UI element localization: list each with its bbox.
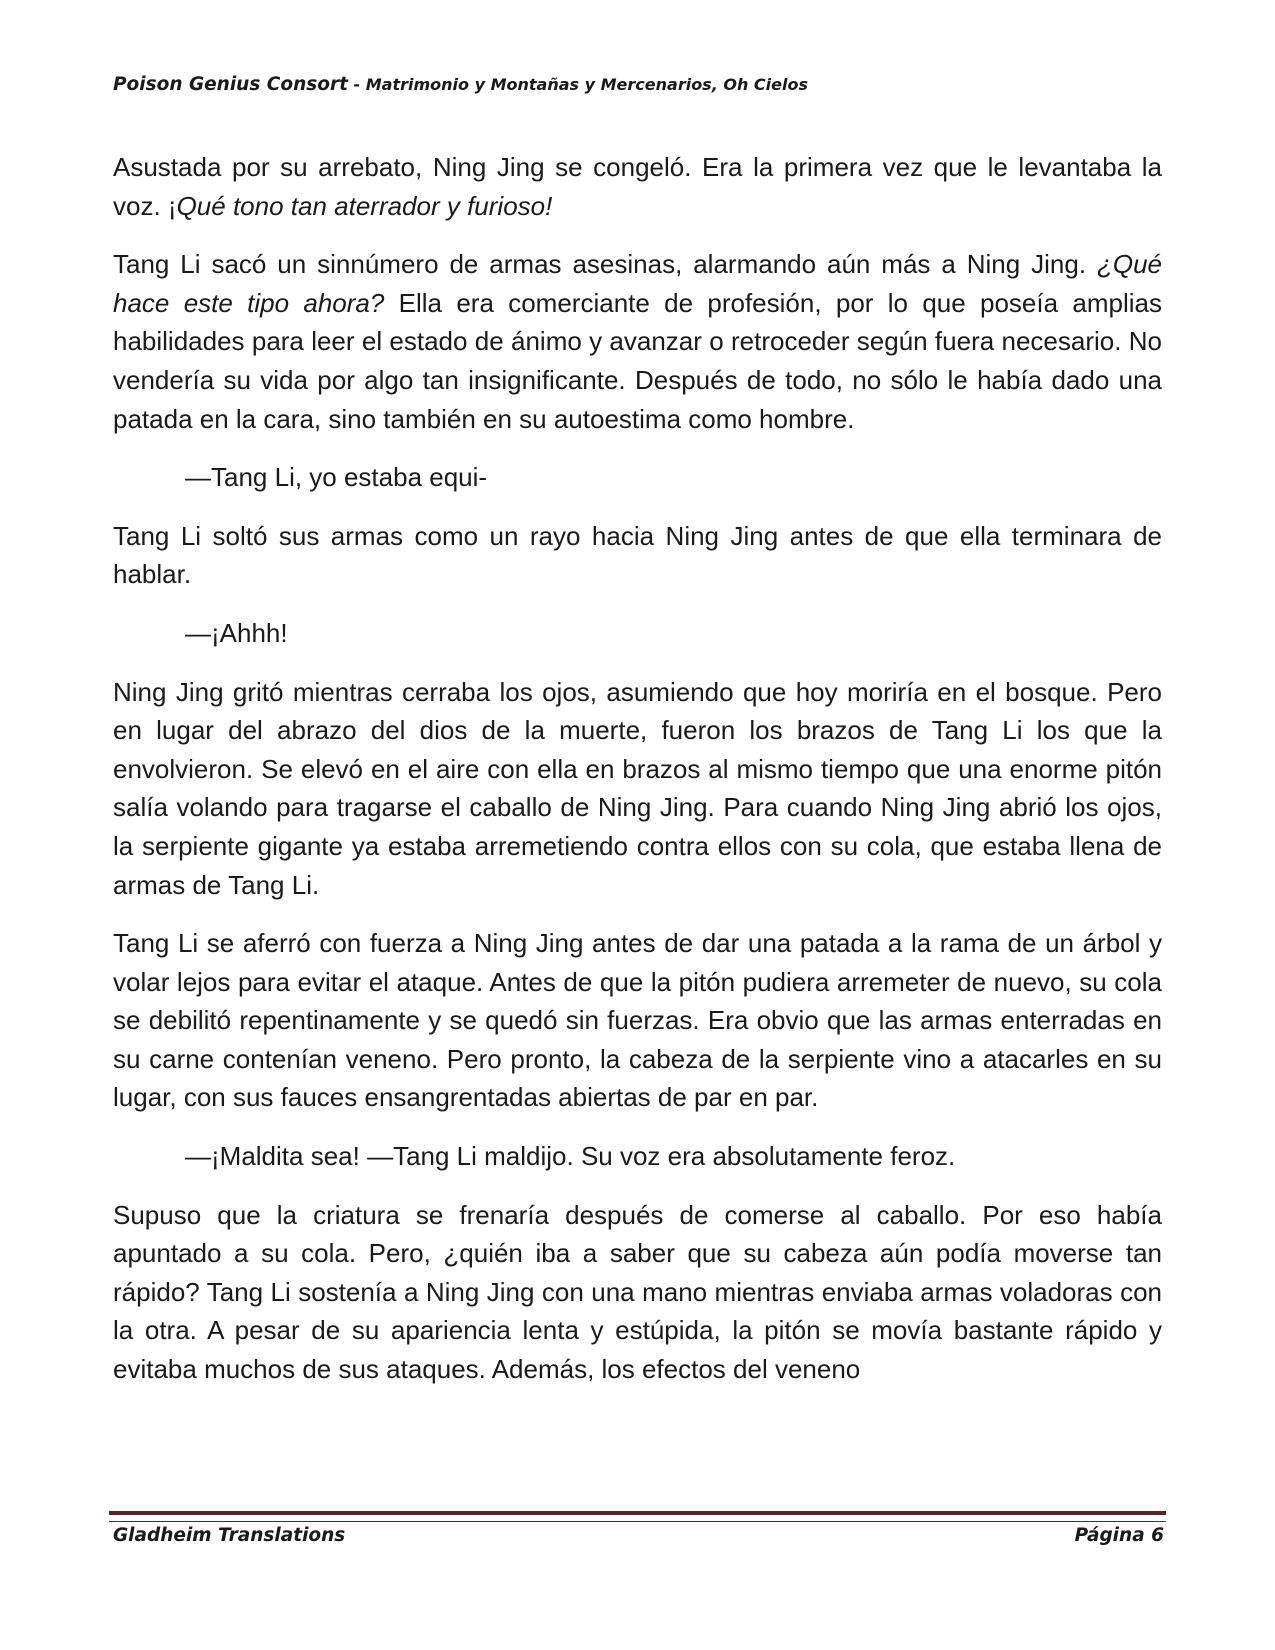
text-segment: Tang Li se aferró con fuerza a Ning Jing antes de dar una patada a la rama de un árbol y volar lejos para evitar el ataque. Antes de que la pitón pudiera arremeter de nuevo, su cola se debilitó repentinamente y se quedó sin fuerzas. Era obvio que las armas enterradas en su carne contenían veneno. Pero pronto, la cabeza de la serpiente vino a atacarles en su lugar, con sus fauces ensangrentadas abiertas de par en par. xyxy=(113,928,1162,1113)
italic-text-segment: ¿Qué hace este tipo ahora? xyxy=(113,249,1162,318)
footer-divider xyxy=(109,1511,1166,1522)
footer-publisher: Gladheim Translations xyxy=(113,1525,346,1546)
dialogue-paragraph xyxy=(113,1137,1162,1176)
page-body xyxy=(113,148,1162,1409)
text-segment: Ella era comerciante de profesión, por lo que poseía amplias habilidades para leer el estado de ánimo y avanzar o retroceder según fuera necesario. No vendería su vida por algo tan insignificante. Después de todo, no sólo le había dado una patada en la cara, sino también en su autoestima como hombre. xyxy=(113,287,1162,434)
text-segment: Asustada por su arrebato, Ning Jing se congeló. Era la primera vez que le levantaba la voz. ¡ xyxy=(113,152,1162,221)
body-paragraph xyxy=(113,924,1162,1117)
chapter-title: Matrimonio y Montañas y Mercenarios, Oh Cielos xyxy=(365,75,808,94)
body-paragraph xyxy=(113,148,1162,225)
body-paragraph xyxy=(113,1196,1162,1389)
body-paragraph xyxy=(113,517,1162,594)
dialogue-paragraph xyxy=(113,614,1162,653)
running-header xyxy=(113,74,808,95)
page-number: Página 6 xyxy=(1074,1525,1164,1546)
text-segment: Ning Jing gritó mientras cerraba los ojos, asumiendo que hoy moriría en el bosque. Pero en lugar del abrazo del dios de la muerte, fueron los brazos de Tang Li los que la envolvieron. Se elevó en el aire con ella en brazos al mismo tiempo que una enorme pitón salía volando para tragarse el caballo de Ning Jing. Para cuando Ning Jing abrió los ojos, la serpiente gigante ya estaba arremetiendo contra ellos con su cola, que estaba llena de armas de Tang Li. xyxy=(113,676,1162,900)
text-segment: —¡Ahhh! xyxy=(185,617,288,648)
text-segment: —¡Maldita sea! —Tang Li maldijo. Su voz era absolutamente feroz. xyxy=(185,1141,956,1172)
text-segment: Tang Li sacó un sinnúmero de armas asesinas, alarmando aún más a Ning Jing. xyxy=(113,249,1097,280)
text-segment: —Tang Li, yo estaba equi- xyxy=(185,462,488,493)
text-segment: Supuso que la criatura se frenaría después de comerse al caballo. Por eso había apuntado a su cola. Pero, ¿quién iba a saber que su cabeza aún podía moverse tan rápido? Tang Li sostenía a Ning Jing con una mano mientras enviaba armas voladoras con la otra. A pesar de su apariencia lenta y estúpida, la pitón se movía bastante rápido y evitaba muchos de sus ataques. Además, los efectos del veneno xyxy=(113,1199,1162,1385)
text-segment: Tang Li soltó sus armas como un rayo hacia Ning Jing antes de que ella terminara de hablar. xyxy=(113,520,1162,590)
book-title: Poison Genius Consort xyxy=(113,74,348,95)
italic-text-segment: Qué tono tan aterrador y furioso! xyxy=(176,190,553,221)
body-paragraph xyxy=(113,673,1162,905)
body-paragraph xyxy=(113,245,1162,438)
header-separator: - xyxy=(347,75,366,94)
dialogue-paragraph xyxy=(113,458,1162,497)
